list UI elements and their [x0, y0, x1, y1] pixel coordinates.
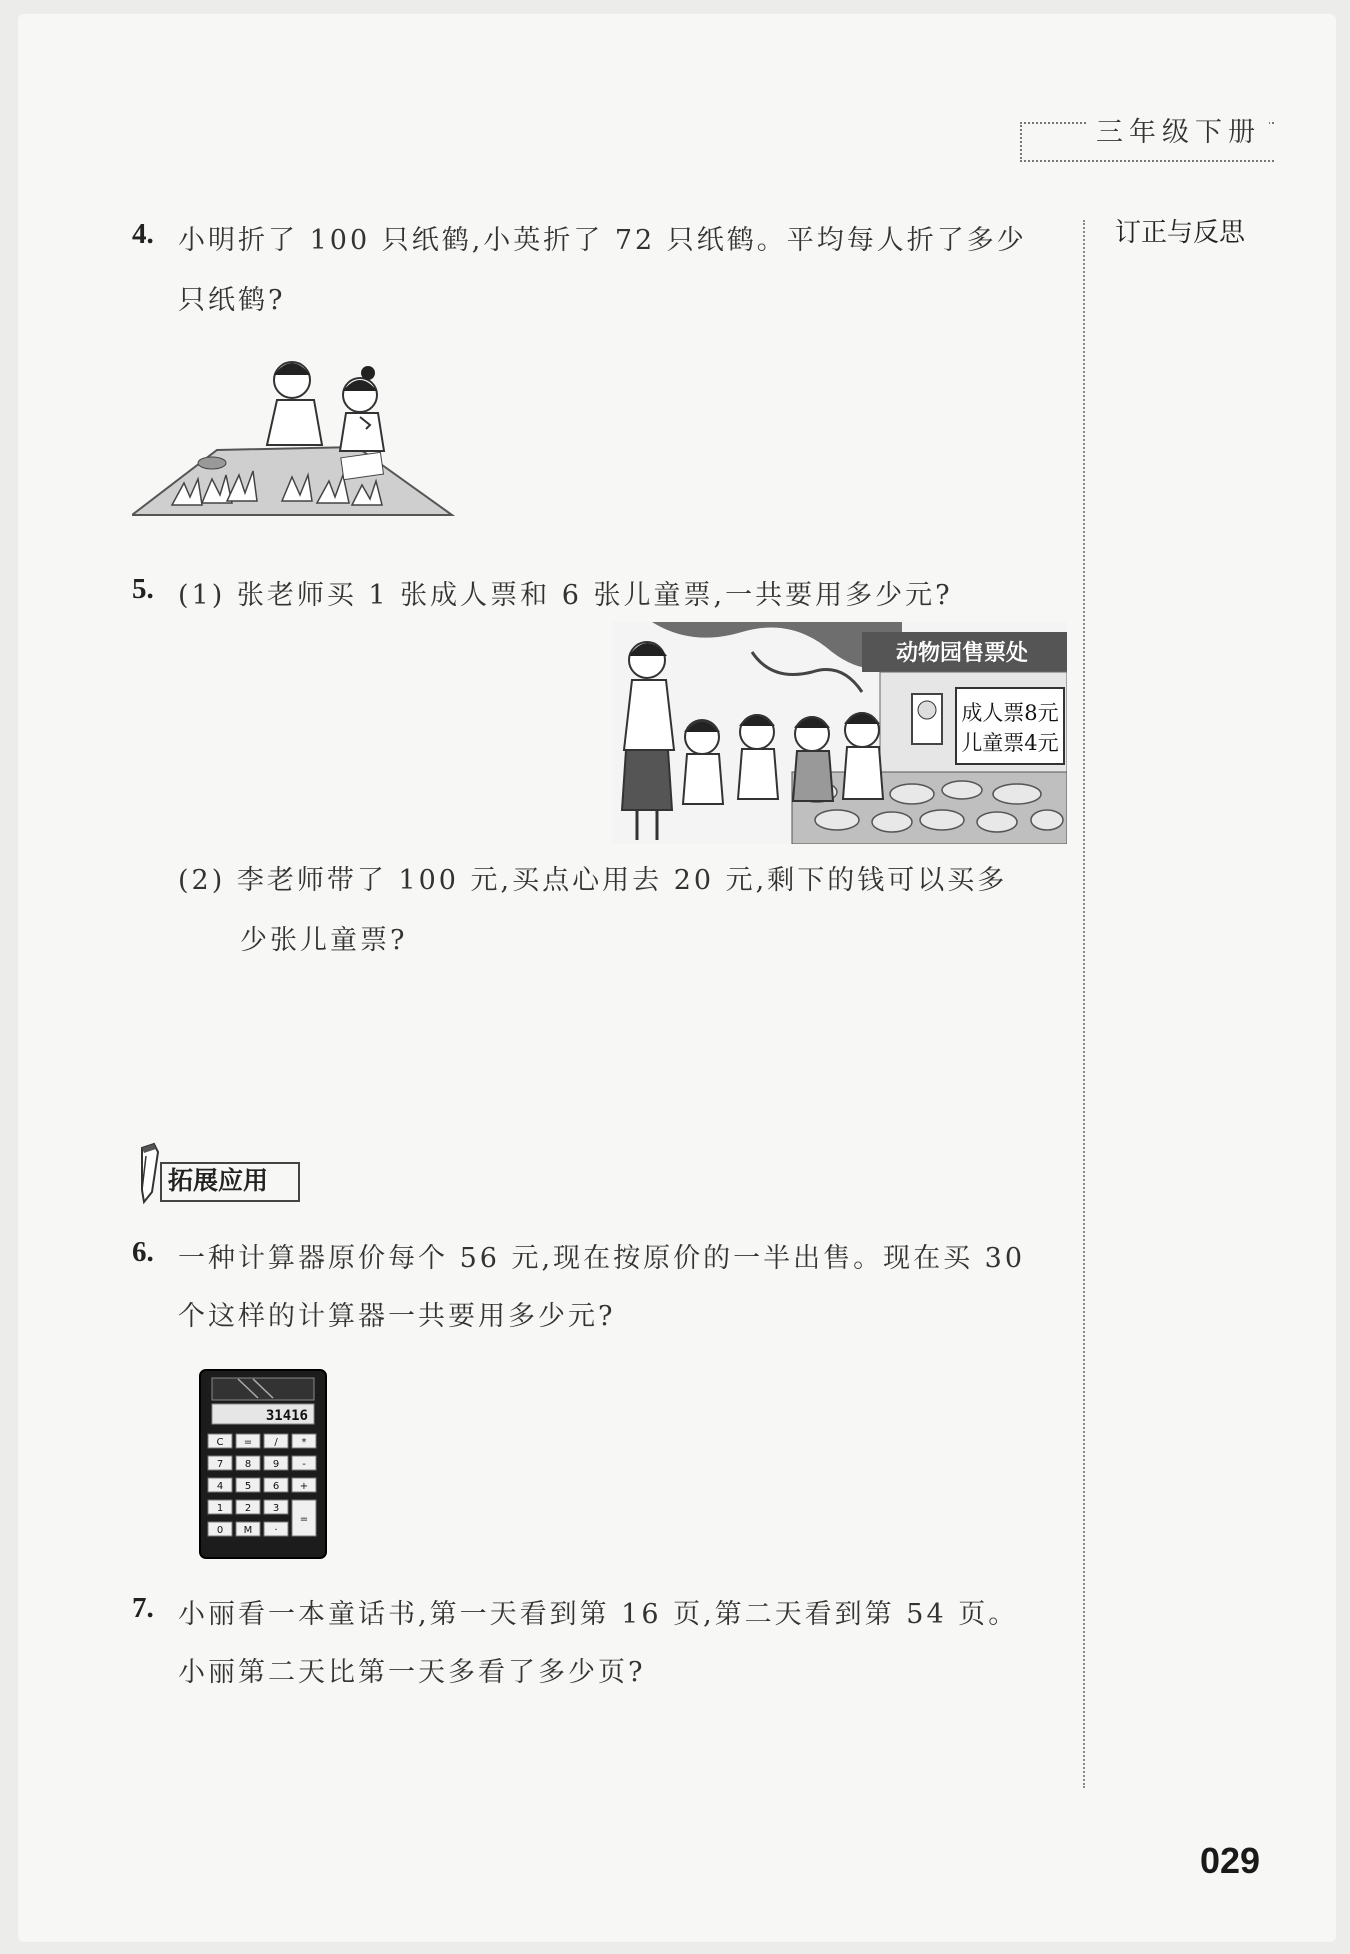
zoo-ticket-booth-illustration: [612, 622, 1067, 844]
calculator-key-label: =: [243, 1437, 253, 1448]
question-5-part2-line2: 少张儿童票?: [240, 925, 408, 956]
calculator-key-label: 8: [244, 1459, 252, 1470]
pencil-icon: [132, 1142, 162, 1204]
question-6-number: 6.: [132, 1236, 154, 1268]
calculator-key-label: +: [299, 1481, 309, 1492]
extension-section-tag: [132, 1142, 300, 1200]
question-7-number: 7.: [132, 1592, 154, 1624]
question-6-line1: 一种计算器原价每个 56 元,现在按原价的一半出售。现在买 30: [178, 1243, 1026, 1274]
calculator-key-label: 2: [244, 1503, 252, 1514]
calculator-key-label: =: [299, 1514, 309, 1525]
question-7-line1: 小丽看一本童话书,第一天看到第 16 页,第二天看到第 54 页。: [178, 1599, 1019, 1630]
calculator-key-label: 3: [272, 1503, 280, 1514]
child-ticket-price: 儿童票4元: [961, 731, 1059, 755]
question-4-line2: 只纸鹤?: [178, 285, 286, 316]
calculator-key-label: C: [216, 1437, 224, 1448]
correction-reflection-title: 订正与反思: [1115, 218, 1246, 248]
question-6-line2: 个这样的计算器一共要用多少元?: [178, 1301, 616, 1332]
calculator-key-label: 7: [216, 1459, 224, 1470]
calculator-key-label: M: [243, 1525, 253, 1536]
extension-section-label: 拓展应用: [168, 1166, 269, 1195]
question-5-number: 5.: [132, 573, 154, 605]
question-5-part1: (1) 张老师买 1 张成人票和 6 张儿童票,一共要用多少元?: [178, 580, 953, 611]
question-7-line2: 小丽第二天比第一天多看了多少页?: [178, 1657, 646, 1688]
calculator-key-label: 6: [272, 1481, 280, 1492]
calculator-display: 31416: [265, 1408, 308, 1424]
calculator-key-label: 0: [216, 1525, 224, 1536]
calculator-key-label: 1: [216, 1503, 224, 1514]
question-4-number: 4.: [132, 218, 154, 250]
calculator-key-label: ·: [274, 1525, 278, 1536]
margin-divider: [1083, 220, 1085, 1788]
paper-cranes-illustration: [132, 355, 462, 520]
question-5-part2-line1: (2) 李老师带了 100 元,买点心用去 20 元,剩下的钱可以买多: [178, 865, 1008, 896]
zoo-sign-title: 动物园售票处: [895, 641, 1029, 666]
calculator-key-label: -: [302, 1459, 306, 1470]
calculator-illustration: [198, 1368, 328, 1560]
calculator-key-label: 5: [244, 1481, 252, 1492]
calculator-key-label: *: [301, 1437, 307, 1448]
calculator-key-label: 4: [216, 1481, 224, 1492]
calculator-key-label: 9: [272, 1459, 280, 1470]
grade-label: 三年级下册: [1088, 110, 1269, 149]
page-number: 029: [1200, 1840, 1261, 1881]
question-4-line1: 小明折了 100 只纸鹤,小英折了 72 只纸鹤。平均每人折了多少: [178, 225, 1027, 256]
calculator-key-label: /: [274, 1437, 278, 1448]
adult-ticket-price: 成人票8元: [961, 701, 1059, 725]
